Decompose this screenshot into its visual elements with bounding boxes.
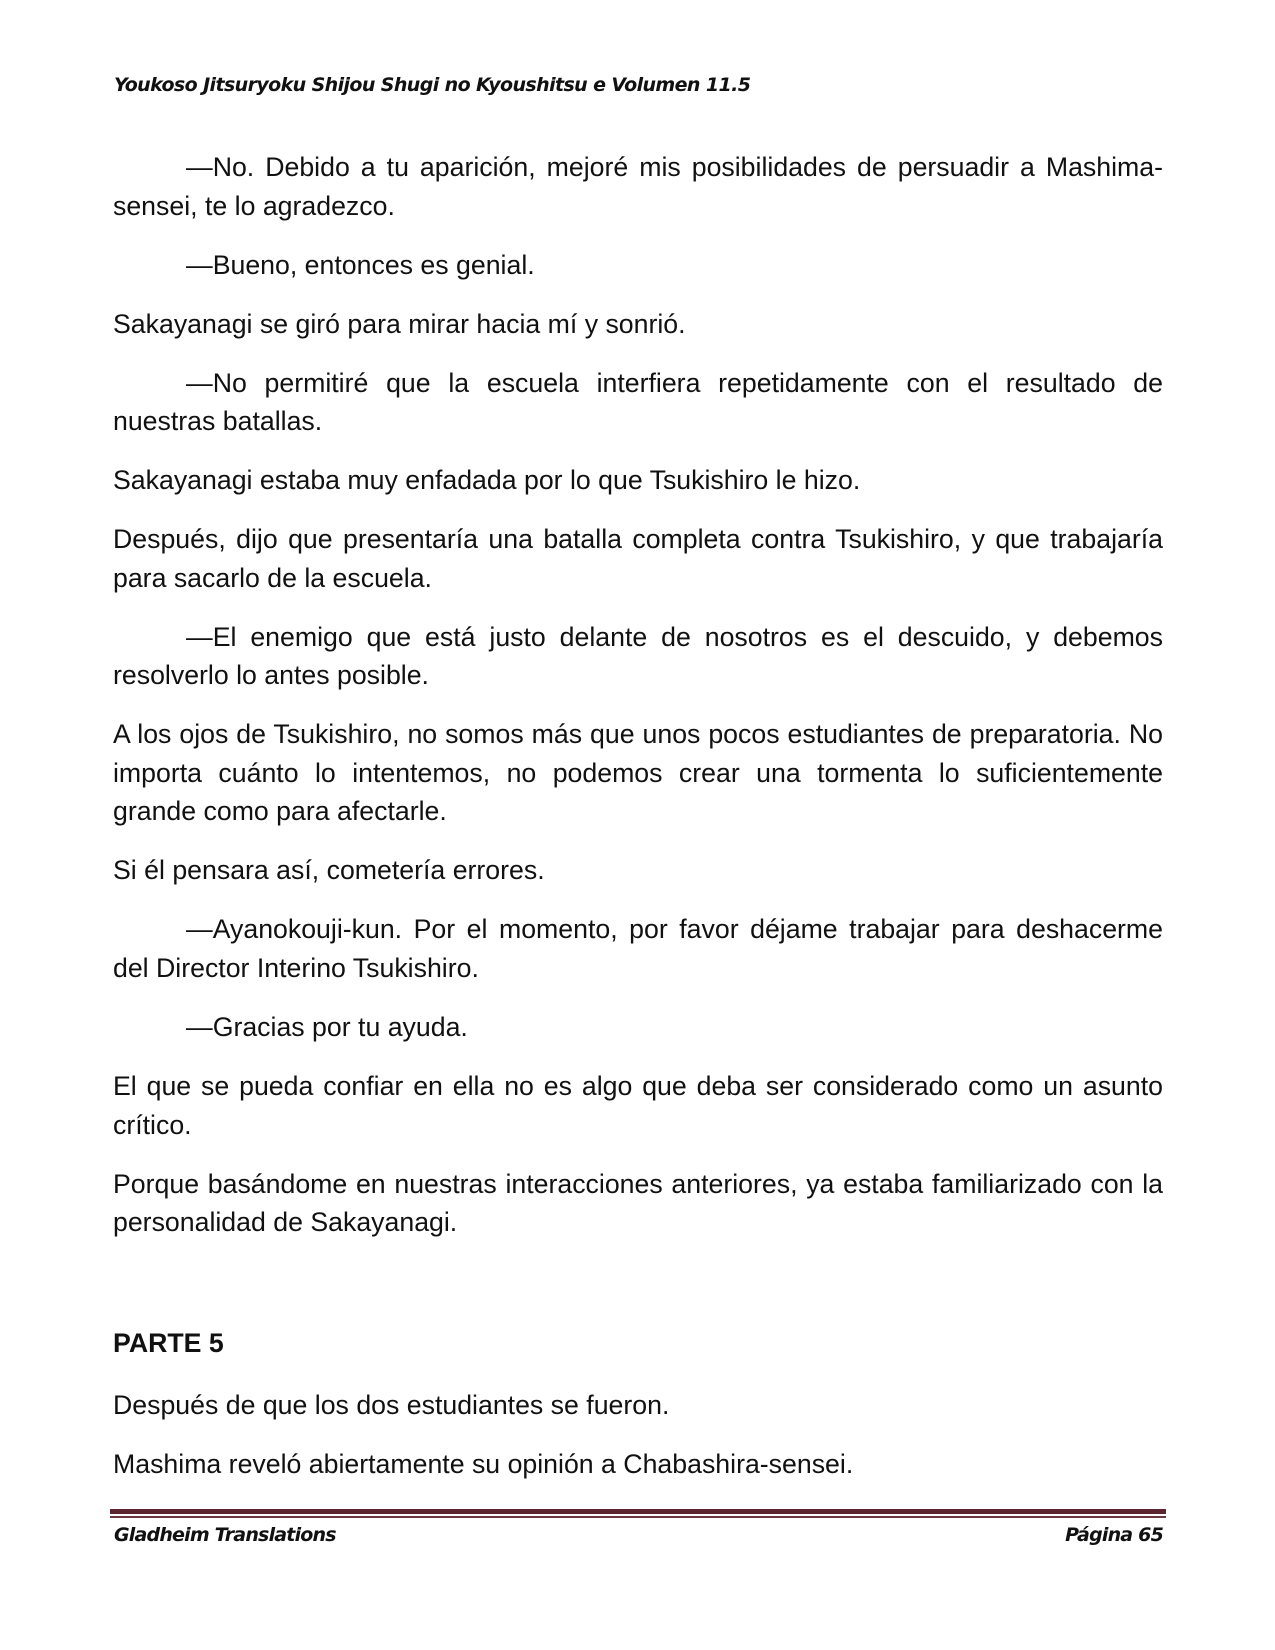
footer-page-number: Página 65 [1065,1524,1163,1546]
footer-divider-thick [110,1509,1166,1514]
paragraph-narration: El que se pueda confiar en ella no es algo que deba ser considerado como un asunto crítico. [113,1070,1163,1140]
body-text [113,148,1163,1262]
paragraph-narration: A los ojos de Tsukishiro, no somos más que unos pocos estudiantes de preparatoria. No importa cuánto lo intentemos, no podemos crear una tormenta lo suficientemente grande como para afectarle. [113,719,1163,827]
paragraph-dialogue: —El enemigo que está justo delante de nosotros es el descuido, y debemos resolverlo lo antes posible. [113,621,1163,691]
paragraph-narration: Sakayanagi se giró para mirar hacia mí y sonrió. [113,308,686,339]
paragraph-dialogue: —No. Debido a tu aparición, mejoré mis posibilidades de persuadir a Mashima-sensei, te lo agradezco. [113,152,1163,221]
footer-publisher: Gladheim Translations [114,1524,336,1546]
paragraph-dialogue: —Ayanokouji-kun. Por el momento, por favor déjame trabajar para deshacerme del Director Interino Tsukishiro. [113,914,1163,984]
paragraph-dialogue: —Gracias por tu ayuda. [186,1012,468,1042]
paragraph-narration: Después, dijo que presentaría una batalla completa contra Tsukishiro, y que trabajaría para sacarlo de la escuela. [113,524,1163,593]
section-heading: PARTE 5 [113,1328,224,1358]
page-header-title: Youkoso Jitsuryoku Shijou Shugi no Kyoushitsu e Volumen 11.5 [114,74,751,96]
paragraph-dialogue: —Bueno, entonces es genial. [186,249,535,280]
page-footer [114,1524,1163,1546]
paragraph-dialogue: —No permitiré que la escuela interfiera repetidamente con el resultado de nuestras batallas. [113,367,1163,437]
footer-divider-thin [110,1516,1166,1518]
section-body-text [113,1386,1163,1504]
paragraph-narration: Si él pensara así, cometería errores. [113,855,545,886]
paragraph-narration: Después de que los dos estudiantes se fueron. [113,1390,670,1420]
paragraph-narration: Mashima reveló abiertamente su opinión a Chabashira-sensei. [113,1448,854,1479]
paragraph-narration: Porque basándome en nuestras interacciones anteriores, ya estaba familiarizado con la personalidad de Sakayanagi. [113,1168,1163,1238]
paragraph-narration: Sakayanagi estaba muy enfadada por lo que Tsukishiro le hizo. [113,465,861,496]
